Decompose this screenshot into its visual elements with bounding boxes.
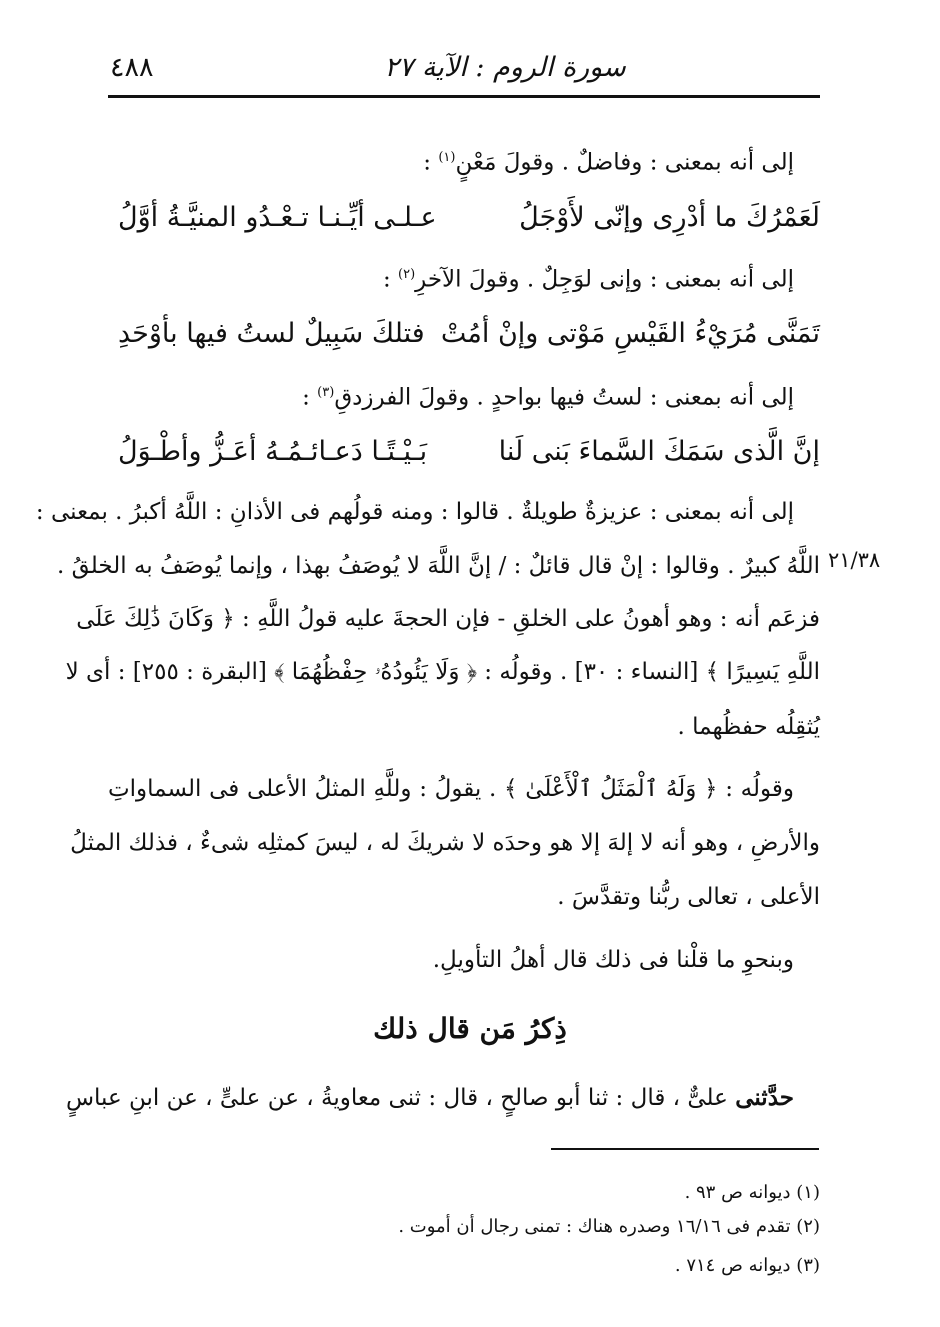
- verse-3-second-hemistich: بَـيْـتًـا دَعـائـمُـهُ أعَـزُّ وأطْـوَلُ: [118, 436, 428, 467]
- paragraph-1-line-1: إلى أنه بمعنى : عزيزةٌ طويلةٌ . قالوا : ومنه قولُهم فى الأذانِ : اللَّهُ أكبرُ . بمعنى :: [35, 499, 794, 525]
- verse-2-first-hemistich: تَمَنَّى مُرَيْءُ القَيْسِ مَوْتى وإنْ أمُتْ: [440, 318, 820, 349]
- margin-reference: ٢١/٣٨: [828, 548, 881, 572]
- text-line-2: [383, 257, 794, 298]
- paragraph-3: وبنحوِ ما قلْنا فى ذلك قال أهلُ التأويلِ.: [432, 947, 794, 973]
- verse-1: [118, 202, 820, 246]
- text-line-3-main: إلى أنه بمعنى : لستُ فيها بواحدٍ . وقولَ الفرزدقِ: [334, 384, 794, 411]
- verse-1-first-hemistich: لَعَمْرُكَ ما أدْرِى وإنّى لأَوْجَلُ: [519, 202, 820, 233]
- hadith-chain-text: علىٌّ ، قال : ثنا أبو صالحٍ ، قال : ثنى معاويةُ ، عن علىٍّ ، عن ابنِ عباسٍ: [65, 1085, 736, 1111]
- footnote-2: (٢) تقدم فى ١٦/١٦ وصدره هناك : تمنى رجال أن أموت .: [398, 1216, 820, 1237]
- text-line-2-end: :: [382, 266, 398, 293]
- hadith-chain-line: [65, 1080, 794, 1116]
- text-line-1-main: إلى أنه بمعنى : وفاضلٌ . وقولَ مَعْنٍ: [455, 149, 794, 176]
- verse-2-second-hemistich: فتلكَ سَبِيلٌ لستُ فيها بأوْحَدِ: [118, 318, 425, 349]
- page-number: ٤٨٨: [110, 52, 154, 83]
- verse-1-second-hemistich: عـلـى أيِّـنـا تـعْـدُو المنيَّـةُ أوَّلُ: [118, 202, 437, 233]
- footnote-3: (٣) ديوانه ص ٧١٤ .: [674, 1255, 820, 1276]
- footnote-1: (١) ديوانه ص ٩٣ .: [684, 1182, 820, 1203]
- footnote-ref-1: (١): [438, 150, 456, 165]
- verse-3: [118, 436, 820, 480]
- text-line-1: [423, 140, 794, 181]
- text-line-3-end: :: [302, 384, 318, 411]
- footnote-rule: [551, 1148, 819, 1150]
- paragraph-2-line-3: الأعلى ، تعالى ربُّنا وتقدَّسَ .: [557, 884, 820, 910]
- paragraph-2-line-1: وقولُه : ﴿ وَلَهُ ٱلْمَثَلُ ٱلْأَعْلَىٰ ﴾ . يقولُ : وللَّهِ المثلُ الأعلى فى السماواتِ: [108, 776, 794, 802]
- text-line-2-main: إلى أنه بمعنى : وإنى لوَجِلٌ . وقولَ الآخرِ: [415, 266, 794, 293]
- verse-2: [118, 318, 820, 362]
- verse-3-first-hemistich: إنَّ الَّذى سَمَكَ السَّماءَ بَنى لَنا: [498, 436, 820, 467]
- footnote-ref-2: (٢): [398, 267, 416, 282]
- paragraph-1-line-2: اللَّهُ كبيرٌ . وقالوا : إنْ قال قائلٌ : / إنَّ اللَّهَ لا يُوصَفُ بهذا ، وإنما يُوصَفُ به الخلقُ .: [56, 553, 820, 579]
- footnote-ref-3: (٣): [317, 385, 335, 400]
- hadith-chain-opening: حدَّثنى: [735, 1084, 794, 1111]
- text-line-3: [302, 375, 794, 416]
- header-rule: [108, 95, 820, 98]
- paragraph-1-line-4: اللَّهِ يَسِيرًا ﴾ [النساء : ٣٠] . وقولُه : ﴿ وَلَا يَئُودُهُۥ حِفْظُهُمَا ﴾ [البقرة : ٢٥٥] : أى لا: [65, 659, 820, 685]
- paragraph-1-line-3: فزعَم أنه : وهو أهونُ على الخلقِ - فإن الحجةَ عليه قولُ اللَّهِ : ﴿ وَكَانَ ذَٰلِكَ عَلَى: [76, 606, 820, 632]
- paragraph-1-line-5: يُثقِلُه حفظُهما .: [677, 714, 820, 740]
- paragraph-2-line-2: والأرضِ ، وهو أنه لا إلهَ إلا هو وحدَه لا شريكَ له ، ليسَ كمثلِه شىءٌ ، فذلك المثلُ: [70, 830, 820, 856]
- running-title: سورة الروم : الآية ٢٧: [384, 52, 626, 83]
- section-heading: ذِكرُ مَن قال ذلك: [373, 1012, 567, 1045]
- text-line-1-end: :: [423, 149, 439, 176]
